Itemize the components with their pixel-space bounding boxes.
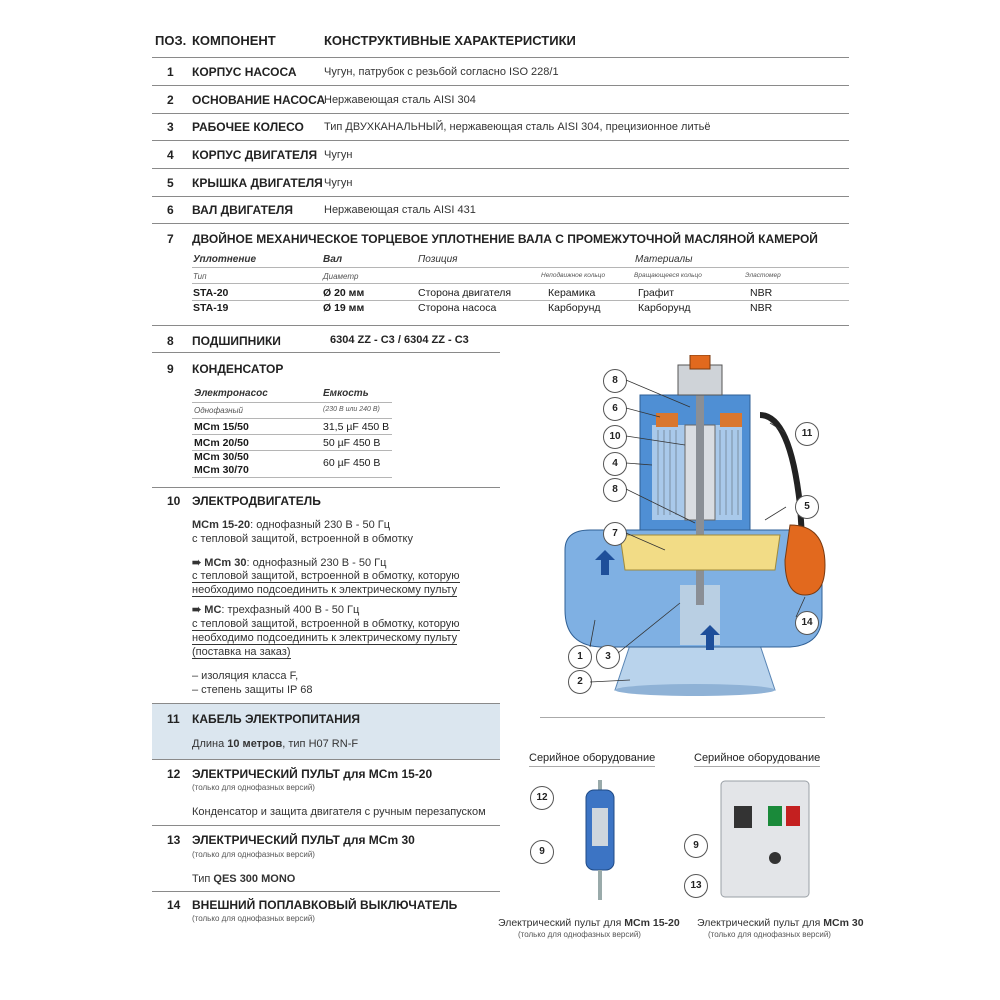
component-name: РАБОЧЕЕ КОЛЕСО: [192, 120, 304, 134]
seal-elastomer: NBR: [750, 302, 773, 314]
callout-8: 8: [603, 369, 627, 393]
seal-diameter: Ø 20 мм: [323, 287, 365, 299]
callout-5: 5: [795, 495, 819, 519]
motor-p3-l4: (поставка на заказ): [192, 646, 291, 658]
divider: [152, 223, 849, 224]
capacitor-label: КОНДЕНСАТОР: [192, 362, 284, 376]
cap-value: 50 µF 450 В: [323, 437, 381, 449]
callout-leaders: [560, 355, 840, 700]
row-number: 14: [167, 898, 181, 912]
seal-rotating-ring: Карборунд: [638, 302, 691, 314]
col-seal: Уплотнение: [193, 254, 257, 265]
divider: [192, 418, 392, 419]
panel13-label: ЭЛЕКТРИЧЕСКИЙ ПУЛЬТ для MCm 30: [192, 833, 415, 847]
cap-pump: MCm 30/70: [194, 464, 249, 476]
header-pos: ПОЗ.: [155, 33, 187, 48]
row-number: 3: [167, 120, 174, 134]
divider: [152, 168, 849, 169]
sub-fixed: Неподвижное кольцо: [541, 272, 606, 279]
motor-bullet-2: – степень защиты IP 68: [192, 684, 313, 696]
sub-rot: Вращающееся кольцо: [634, 272, 702, 279]
seal-fixed-ring: Карборунд: [548, 302, 601, 314]
callout-9: 9: [530, 840, 554, 864]
component-name: КРЫШКА ДВИГАТЕЛЯ: [192, 176, 323, 190]
row-number: 1: [167, 65, 174, 79]
callout-3: 3: [596, 645, 620, 669]
divider: [192, 283, 849, 284]
motor-p1-l2: с тепловой защитой, встроенной в обмотку: [192, 533, 413, 545]
cap-pump: MCm 30/50: [194, 451, 249, 463]
seal-fixed-ring: Керамика: [548, 287, 596, 299]
bearings-label: ПОДШИПНИКИ: [192, 334, 281, 348]
cable-desc: Длина 10 метров, тип H07 RN-F: [192, 738, 359, 750]
left-caption-note: (только для однофазных версий): [518, 930, 641, 939]
seal-position: Сторона насоса: [418, 302, 497, 314]
header-component: КОМПОНЕНТ: [192, 33, 276, 48]
row-title: ДВОЙНОЕ МЕХАНИЧЕСКОЕ ТОРЦЕВОЕ УПЛОТНЕНИЕ ВАЛА С ПРОМЕЖУТОЧНОЙ МАСЛЯНОЙ КАМЕРОЙ: [192, 232, 818, 246]
right-caption: Электрический пульт для MCm 30: [697, 917, 864, 929]
panel13-desc: Тип QES 300 MONO: [192, 873, 296, 885]
row-number: 12: [167, 767, 181, 781]
component-description: Нержавеющая сталь AISI 431: [324, 204, 476, 216]
cap-pump: MCm 20/50: [194, 437, 249, 449]
component-description: Чугун: [324, 149, 353, 161]
divider: [152, 891, 500, 892]
row-number: 5: [167, 176, 174, 190]
right-equipment-title: Серийное оборудование: [694, 752, 820, 767]
divider: [192, 434, 392, 435]
row-number: 8: [167, 334, 174, 348]
col-shaft: Вал: [323, 254, 343, 265]
control-panel-image: [720, 780, 810, 898]
col-capacity: Емкость: [323, 388, 369, 399]
divider: [152, 487, 500, 488]
motor-p2: ➠ MCm 30: однофазный 230 В - 50 Гц: [192, 557, 387, 569]
row-number: 9: [167, 362, 174, 376]
component-description: Нержавеющая сталь AISI 304: [324, 94, 476, 106]
row-number: 11: [167, 712, 180, 726]
motor-p3-l3: необходимо подсоединить к электрическому пульту: [192, 632, 458, 644]
motor-p1: MCm 15-20: однофазный 230 В - 50 Гц: [192, 519, 391, 531]
sub-voltage: (230 В или 240 В): [323, 406, 380, 413]
panel13-note: (только для однофазных версий): [192, 850, 315, 859]
cap-pump: MCm 15/50: [194, 421, 249, 433]
divider: [152, 113, 849, 114]
divider: [192, 267, 849, 268]
motor-p3: ➠ MC: трехфазный 400 В - 50 Гц: [192, 604, 360, 616]
component-name: КОРПУС ДВИГАТЕЛЯ: [192, 148, 318, 162]
divider: [192, 477, 392, 478]
header-characteristics: КОНСТРУКТИВНЫЕ ХАРАКТЕРИСТИКИ: [324, 33, 576, 48]
divider: [152, 57, 849, 58]
motor-p2-l3: необходимо подсоединить к электрическому пульту: [192, 584, 458, 596]
seal-elastomer: NBR: [750, 287, 773, 299]
callout-2: 2: [568, 670, 592, 694]
sub-phase: Однофазный: [194, 406, 243, 415]
panel12-desc: Конденсатор и защита двигателя с ручным перезапуском: [192, 806, 486, 818]
bearings-value: 6304 ZZ - C3 / 6304 ZZ - C3: [330, 334, 469, 346]
callout-13: 13: [684, 874, 708, 898]
cable-label: КАБЕЛЬ ЭЛЕКТРОПИТАНИЯ: [192, 712, 361, 726]
component-name: КОРПУС НАСОСА: [192, 65, 297, 79]
divider: [152, 196, 849, 197]
sub-type: Тип: [193, 272, 207, 281]
component-description: Тип ДВУХКАНАЛЬНЫЙ, нержавеющая сталь AISI 304, прецизионное литьё: [324, 121, 711, 133]
motor-bullet-1: – изоляция класса F,: [192, 670, 299, 682]
callout-11: 11: [795, 422, 819, 446]
left-equipment-title: Серийное оборудование: [529, 752, 655, 767]
component-description: Чугун, патрубок с резьбой согласно ISO 228/1: [324, 66, 559, 78]
row-number: 10: [167, 494, 181, 508]
row-number: 6: [167, 203, 174, 217]
panel12-label: ЭЛЕКТРИЧЕСКИЙ ПУЛЬТ для MCm 15-20: [192, 767, 433, 781]
motor-label: ЭЛЕКТРОДВИГАТЕЛЬ: [192, 494, 321, 508]
float-switch-label: ВНЕШНИЙ ПОПЛАВКОВЫЙ ВЫКЛЮЧАТЕЛЬ: [192, 898, 458, 912]
divider: [152, 352, 500, 353]
divider: [152, 825, 500, 826]
float-switch-note: (только для однофазных версий): [192, 914, 315, 923]
callout-14: 14: [795, 611, 819, 635]
component-name: ОСНОВАНИЕ НАСОСА: [192, 93, 326, 107]
right-caption-note: (только для однофазных версий): [708, 930, 831, 939]
divider: [152, 759, 500, 760]
callout-12: 12: [530, 786, 554, 810]
seal-type: STA-20: [193, 287, 229, 299]
divider: [152, 325, 849, 326]
callout-1: 1: [568, 645, 592, 669]
motor-p2-l2: с тепловой защитой, встроенной в обмотку, которую: [192, 570, 460, 582]
callout-4: 4: [603, 452, 627, 476]
seal-rotating-ring: Графит: [638, 287, 675, 299]
callout-10: 10: [603, 425, 627, 449]
callout-9-right: 9: [684, 834, 708, 858]
divider: [152, 140, 849, 141]
divider: [540, 717, 825, 718]
col-pump: Электронасос: [194, 388, 268, 399]
cap-value: 60 µF 450 В: [323, 457, 381, 469]
row-number: 7: [167, 232, 174, 246]
panel12-note: (только для однофазных версий): [192, 783, 315, 792]
col-materials: Материалы: [635, 254, 693, 265]
sub-elast: Эластомер: [745, 272, 781, 279]
callout-8: 8: [603, 478, 627, 502]
callout-7: 7: [603, 522, 627, 546]
capacitor-box-image: [580, 780, 620, 900]
seal-position: Сторона двигателя: [418, 287, 512, 299]
divider: [152, 85, 849, 86]
motor-p3-l2: с тепловой защитой, встроенной в обмотку, которую: [192, 618, 460, 630]
sub-diam: Диаметр: [323, 272, 359, 281]
row-number: 4: [167, 148, 174, 162]
row-number: 2: [167, 93, 174, 107]
component-description: Чугун: [324, 177, 353, 189]
callout-6: 6: [603, 397, 627, 421]
col-position: Позиция: [418, 254, 458, 265]
left-caption: Электрический пульт для MCm 15-20: [498, 917, 680, 929]
cap-value: 31,5 µF 450 В: [323, 421, 390, 433]
component-name: ВАЛ ДВИГАТЕЛЯ: [192, 203, 293, 217]
seal-type: STA-19: [193, 302, 229, 314]
row-number: 13: [167, 833, 181, 847]
seal-diameter: Ø 19 мм: [323, 302, 365, 314]
divider: [192, 300, 849, 301]
divider: [192, 402, 392, 403]
